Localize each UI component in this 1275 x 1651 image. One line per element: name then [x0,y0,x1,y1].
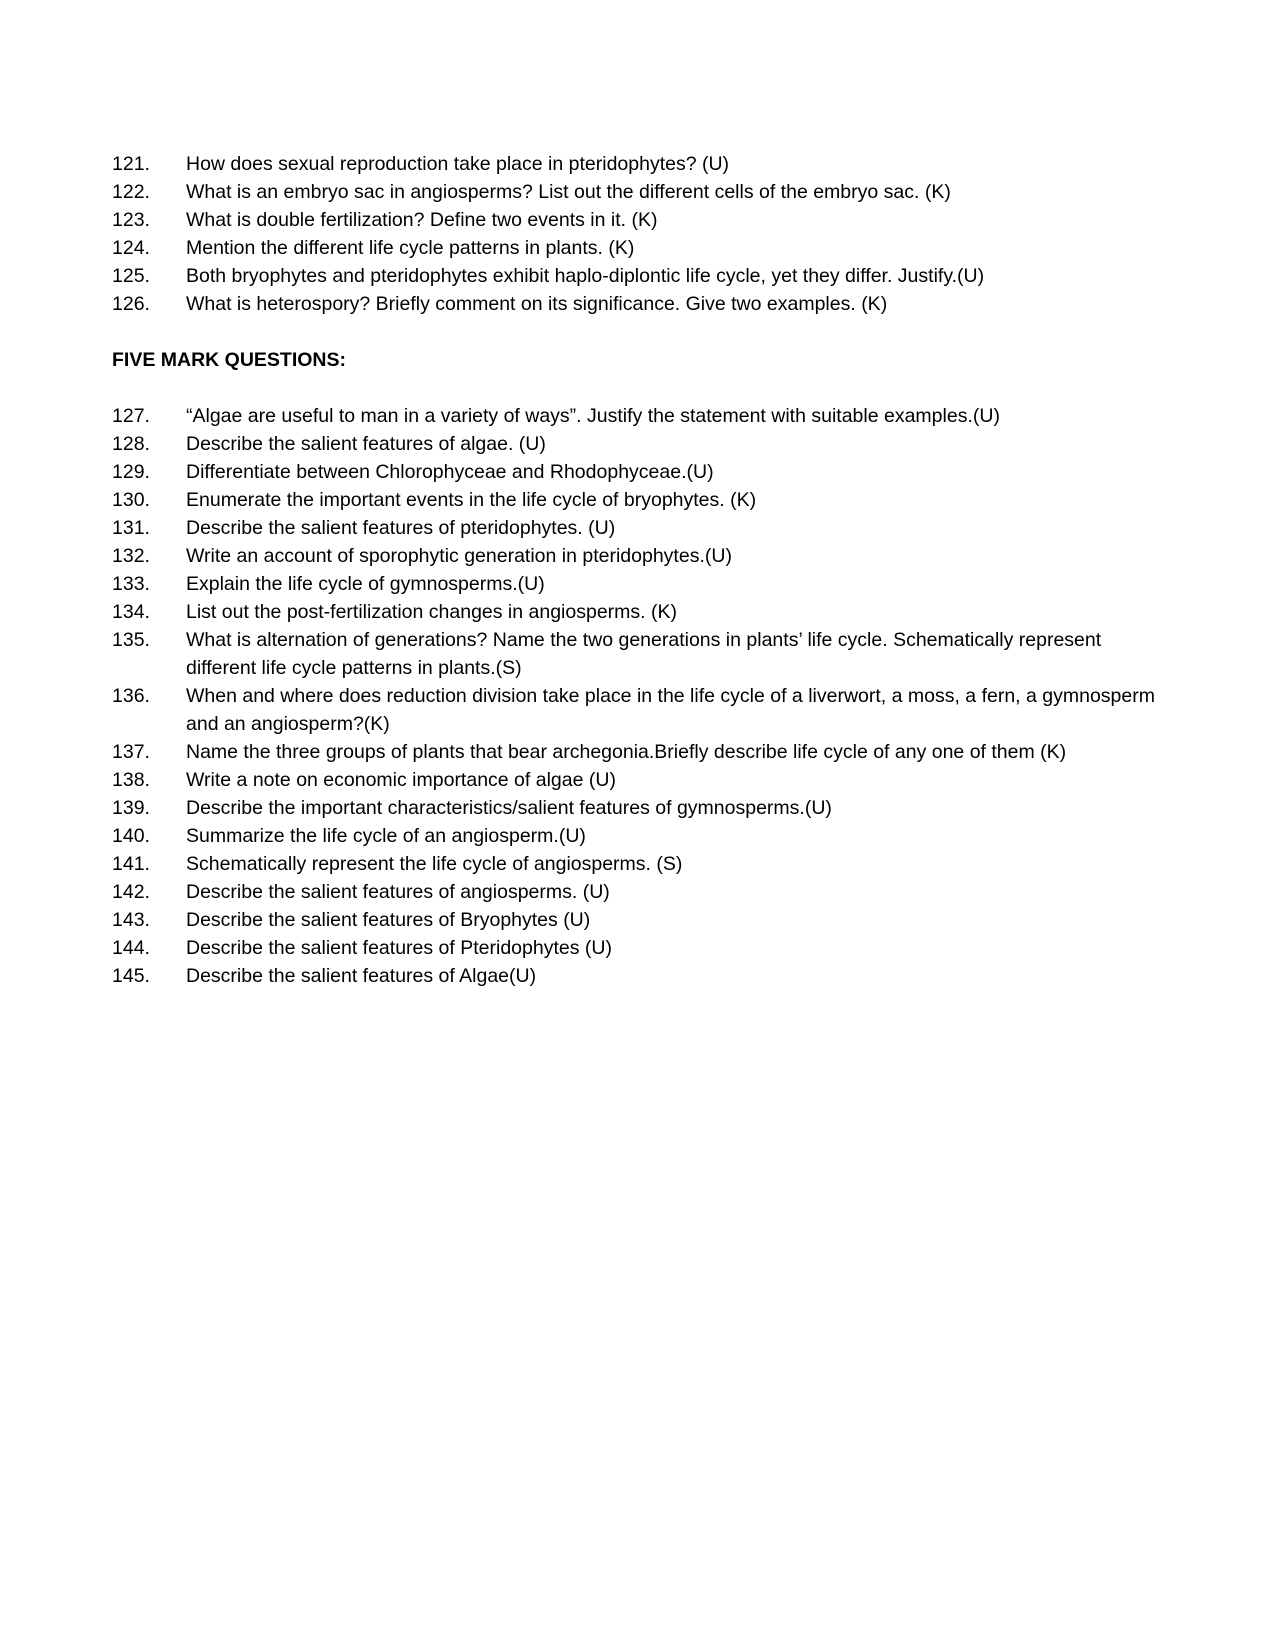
question-item [112,934,1172,962]
question-text: What is alternation of generations? Name the two generations in plants’ life cycle. Schematically represent different life cycle patterns in plants.(S) [186,629,1102,679]
question-text: Differentiate between Chlorophyceae and Rhodophyceae.(U) [186,461,714,483]
question-text: When and where does reduction division take place in the life cycle of a liverwort, a moss, a fern, a gymnosperm and an angiosperm?(K) [186,685,1155,735]
question-text: What is double fertilization? Define two events in it. (K) [186,209,658,231]
question-item [112,458,1172,486]
question-text: Describe the salient features of pteridophytes. (U) [186,517,616,539]
question-number: 124. [112,237,150,259]
question-text: Describe the important characteristics/salient features of gymnosperms.(U) [186,797,832,819]
question-item [112,878,1172,906]
question-number: 126. [112,293,150,315]
question-item [112,150,1172,178]
question-list-short [112,150,1172,318]
question-item [112,570,1172,598]
question-number: 136. [112,685,150,707]
question-number: 128. [112,433,150,455]
question-text: Schematically represent the life cycle of angiosperms. (S) [186,853,683,875]
question-text: What is an embryo sac in angiosperms? List out the different cells of the embryo sac. (K) [186,181,951,203]
question-item [112,766,1172,794]
question-item [112,178,1172,206]
question-number: 132. [112,545,150,567]
question-number: 123. [112,209,150,231]
question-number: 129. [112,461,150,483]
question-text: Describe the salient features of Algae(U) [186,965,537,987]
question-text: Mention the different life cycle patterns in plants. (K) [186,237,635,259]
question-number: 141. [112,853,150,875]
question-text: What is heterospory? Briefly comment on its significance. Give two examples. (K) [186,293,888,315]
question-text: Name the three groups of plants that bear archegonia.Briefly describe life cycle of any one of them (K) [186,741,1067,763]
question-number: 127. [112,405,150,427]
question-list-five-mark [112,402,1172,990]
question-text: Describe the salient features of angiosperms. (U) [186,881,610,903]
question-number: 130. [112,489,150,511]
question-text: Describe the salient features of Pteridophytes (U) [186,937,612,959]
question-text: Explain the life cycle of gymnosperms.(U) [186,573,545,595]
question-text: Both bryophytes and pteridophytes exhibit haplo-diplontic life cycle, yet they differ. Justify.(U) [186,265,985,287]
question-text: Describe the salient features of algae. (U) [186,433,546,455]
question-item [112,542,1172,570]
question-item [112,906,1172,934]
question-number: 140. [112,825,150,847]
question-number: 125. [112,265,150,287]
question-item [112,234,1172,262]
question-item [112,850,1172,878]
question-item [112,262,1172,290]
question-item [112,290,1172,318]
question-text: “Algae are useful to man in a variety of ways”. Justify the statement with suitable examples.(U) [186,405,1000,427]
question-item [112,486,1172,514]
question-item [112,430,1172,458]
question-number: 135. [112,629,150,651]
question-text: Describe the salient features of Bryophytes (U) [186,909,591,931]
question-number: 143. [112,909,150,931]
question-text: Write an account of sporophytic generation in pteridophytes.(U) [186,545,732,567]
question-number: 139. [112,797,150,819]
question-number: 144. [112,937,150,959]
question-text: Summarize the life cycle of an angiosperm.(U) [186,825,586,847]
question-number: 131. [112,517,150,539]
question-number: 138. [112,769,150,791]
question-text: How does sexual reproduction take place in pteridophytes? (U) [186,153,730,175]
question-item [112,514,1172,542]
question-item [112,626,1172,682]
question-text: List out the post-fertilization changes in angiosperms. (K) [186,601,677,623]
question-number: 121. [112,153,150,175]
document-page [112,150,1172,990]
question-number: 133. [112,573,150,595]
question-item [112,738,1172,766]
question-number: 137. [112,741,150,763]
question-number: 145. [112,965,150,987]
question-item [112,794,1172,822]
question-item [112,206,1172,234]
question-number: 134. [112,601,150,623]
question-text: Write a note on economic importance of algae (U) [186,769,616,791]
question-number: 142. [112,881,150,903]
question-item [112,598,1172,626]
section-heading-five-mark: FIVE MARK QUESTIONS: [112,349,347,371]
question-item [112,402,1172,430]
question-item [112,962,1172,990]
question-item [112,682,1172,738]
question-text: Enumerate the important events in the life cycle of bryophytes. (K) [186,489,757,511]
question-number: 122. [112,181,150,203]
question-item [112,822,1172,850]
